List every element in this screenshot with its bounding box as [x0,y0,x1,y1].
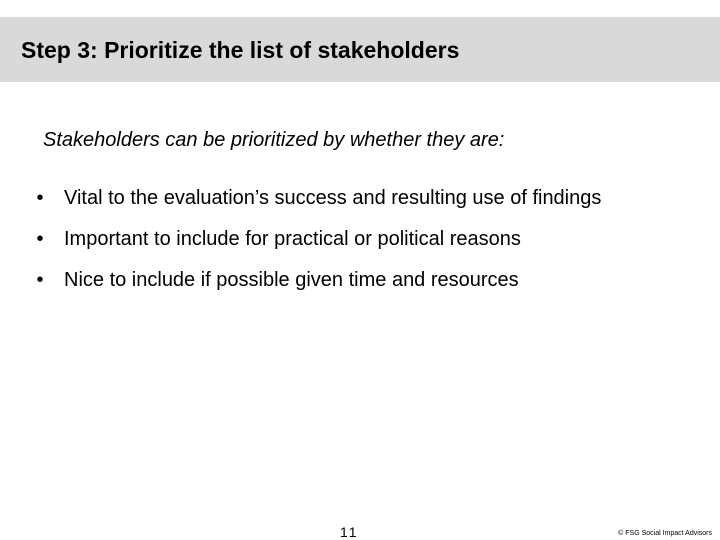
bullet-item-nice [30,266,650,294]
bullet-point-icon: • [36,187,44,209]
bullet-text: Nice to include if possible given time and resources [64,269,519,291]
bullet-list [30,184,650,307]
bullet-point-icon: • [36,269,44,291]
bullet-text: Vital to the evaluation’s success and resulting use of findings [64,187,602,209]
bullet-text: Important to include for practical or political reasons [64,228,521,250]
slide-title: Step 3: Prioritize the list of stakeholders [21,37,460,63]
bullet-point-icon: • [36,228,44,250]
intro-text: Stakeholders can be prioritized by whether they are: [43,129,505,151]
page-number: 11 [340,524,359,540]
bullet-item-vital [30,184,650,212]
bullet-item-important [30,225,650,253]
copyright-footer: © FSG Social Impact Advisors [618,530,712,537]
